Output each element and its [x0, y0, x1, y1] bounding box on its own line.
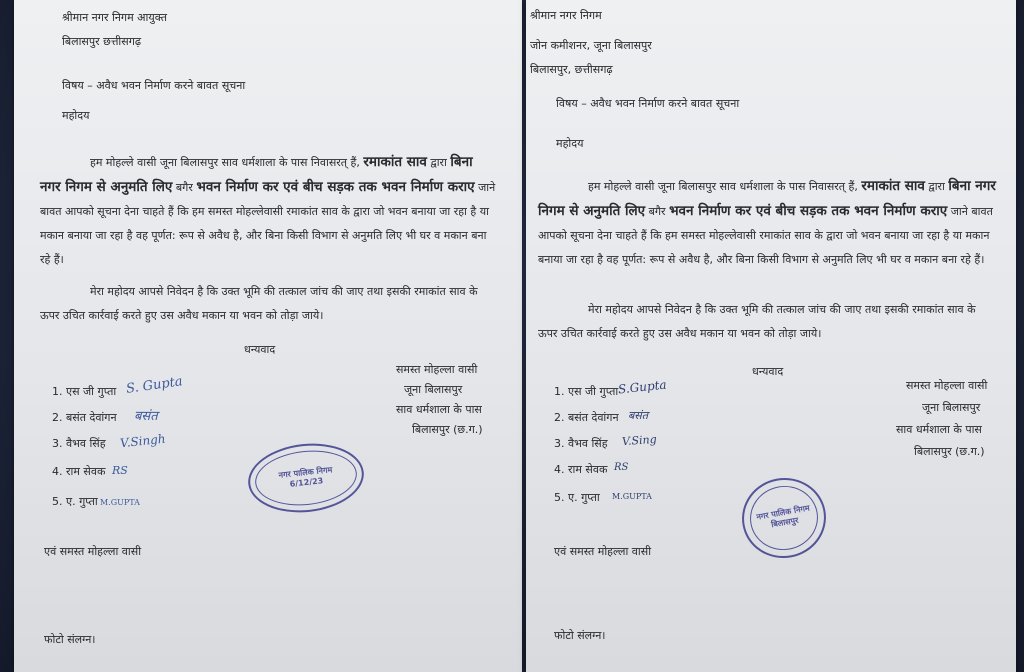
signature-5: M.GUPTA [612, 492, 652, 501]
sender-line-2: जूना बिलासपुर [404, 383, 463, 396]
para1-part3: बगैर [648, 205, 666, 218]
signatory-1: 1. एस जी गुप्ता [554, 385, 619, 398]
signatory-4: 4. राम सेवक [554, 463, 608, 476]
thanks-text: धन्यवाद [244, 343, 276, 356]
subject-line: विषय – अवैध भवन निर्माण करने बावत सूचना [556, 97, 740, 110]
para1-name: रमाकांत साव [363, 154, 427, 170]
signature-2: बसंत [134, 409, 158, 424]
letter-sheet-right [526, 0, 1016, 672]
signature-3: V.Singh [119, 431, 167, 451]
sender-line-4: बिलासपुर (छ.ग.) [412, 423, 483, 436]
sender-line-1: समस्त मोहल्ला वासी [396, 363, 478, 376]
para1-bold2: भवन निर्माण कर एवं बीच सड़क तक भवन निर्माण कराए [669, 203, 948, 219]
para1-part2: द्वारा [430, 156, 447, 169]
body-paragraph-2: मेरा महोदय आपसे निवेदन है कि उक्त भूमि की तत्काल जांच की जाए तथा इसकी रमाकांत साव के ऊपर उचित कार्रवाई करते हुए उस अवैध मकान या भवन को तोड़ा जाये। [40, 285, 478, 322]
salutation: महोदय [556, 137, 584, 150]
body-paragraph-1 [538, 174, 998, 272]
attachment-note: फोटो संलग्न। [44, 633, 96, 646]
closing-line: एवं समस्त मोहल्ला वासी [44, 545, 142, 558]
signature-5: M.GUPTA [100, 498, 140, 507]
para1-part1: हम मोहल्ले वासी जूना बिलासपुर साव धर्मशाला के पास निवासरत् हैं, [588, 180, 858, 193]
signature-4: RS [614, 462, 629, 473]
stamp-text: नगर पालिक निगम 6/12/23 [278, 465, 333, 489]
body-paragraph-1 [40, 150, 496, 272]
signatory-3: 3. वैभव सिंह [554, 437, 608, 450]
signature-1: S. Gupta [125, 374, 184, 397]
attachment-note: फोटो संलग्न। [554, 629, 606, 642]
letter-sheet-left [14, 0, 522, 672]
para1-bold2: भवन निर्माण कर एवं बीच सड़क तक भवन निर्माण कराए [196, 179, 475, 195]
sender-line-3: साव धर्मशाला के पास [896, 423, 982, 436]
stamp-text: नगर पालिक निगम बिलासपुर [755, 503, 811, 530]
addressee-line-1: श्रीमान नगर निगम आयुक्त [62, 11, 167, 24]
sender-line-3: साव धर्मशाला के पास [396, 403, 482, 416]
sender-line-2: जूना बिलासपुर [922, 401, 981, 414]
addressee-line-2: बिलासपुर छत्तीसगढ़ [62, 35, 142, 48]
sender-line-4: बिलासपुर (छ.ग.) [914, 445, 985, 458]
para1-bold1: बिना नगर निगम से अनुमति लिए [40, 154, 473, 195]
para1-part2: द्वारा [928, 180, 945, 193]
sender-line-1: समस्त मोहल्ला वासी [906, 379, 988, 392]
salutation: महोदय [62, 109, 90, 122]
signatory-1: 1. एस जी गुप्ता [52, 385, 117, 398]
para1-name: रमाकांत साव [861, 178, 925, 194]
signatory-2: 2. बसंत देवांगन [554, 411, 619, 424]
signatory-5: 5. ए. गुप्ता [52, 495, 98, 508]
addressee-line-1: श्रीमान नगर निगम [530, 9, 602, 22]
signatory-2: 2. बसंत देवांगन [52, 411, 117, 424]
closing-line: एवं समस्त मोहल्ला वासी [554, 545, 652, 558]
addressee-line-3: बिलासपुर, छत्तीसगढ़ [530, 63, 613, 76]
signatory-5: 5. ए. गुप्ता [554, 491, 600, 504]
para1-bold1: बिना नगर निगम से अनुमति लिए [538, 178, 996, 219]
subject-line: विषय – अवैध भवन निर्माण करने बावत सूचना [62, 79, 246, 92]
para1-part1: हम मोहल्ले वासी जूना बिलासपुर साव धर्मशाला के पास निवासरत् हैं, [90, 156, 360, 169]
signatory-3: 3. वैभव सिंह [52, 437, 106, 450]
signature-2: बसंत [628, 409, 648, 422]
para1-part3: बगैर [175, 181, 193, 194]
signature-1: S.Gupta [617, 377, 668, 397]
para1-part4: जाने बावत आपको सूचना देना चाहते हैं कि हम समस्त मोहल्लेवासी रमाकांत साव के द्वारा जो भवन बनाया जा रहा है या मकान बनाया जा रहा है वह पूर्णत: रूप से अवैध है, और बिना किसी विभाग से अनुमति लिए भी घर व मकान बना रहे हैं। [40, 181, 496, 266]
thanks-text: धन्यवाद [752, 365, 784, 378]
signature-3: V.Sing [621, 432, 658, 449]
para1-part4: जाने बावत आपको सूचना देना चाहते हैं कि हम समस्त मोहल्लेवासी रमाकांत साव के द्वारा जो भवन बनाया जा रहा है या मकान बनाया जा रहा है वह पूर्णत: रूप से अवैध है, और बिना किसी विभाग से अनुमति लिए भी घर व मकान बना रहे हैं। [538, 205, 993, 266]
signature-4: RS [112, 464, 128, 477]
body-paragraph-2: मेरा महोदय आपसे निवेदन है कि उक्त भूमि की तत्काल जांच की जाए तथा इसकी रमाकांत साव के ऊपर उचित कार्रवाई करते हुए उस अवैध मकान या भवन को तोड़ा जाये। [538, 303, 976, 340]
signatory-4: 4. राम सेवक [52, 465, 106, 478]
addressee-line-2: जोन कमीशनर, जूना बिलासपुर [530, 39, 652, 52]
municipal-stamp [245, 438, 367, 518]
municipal-stamp [736, 471, 833, 564]
